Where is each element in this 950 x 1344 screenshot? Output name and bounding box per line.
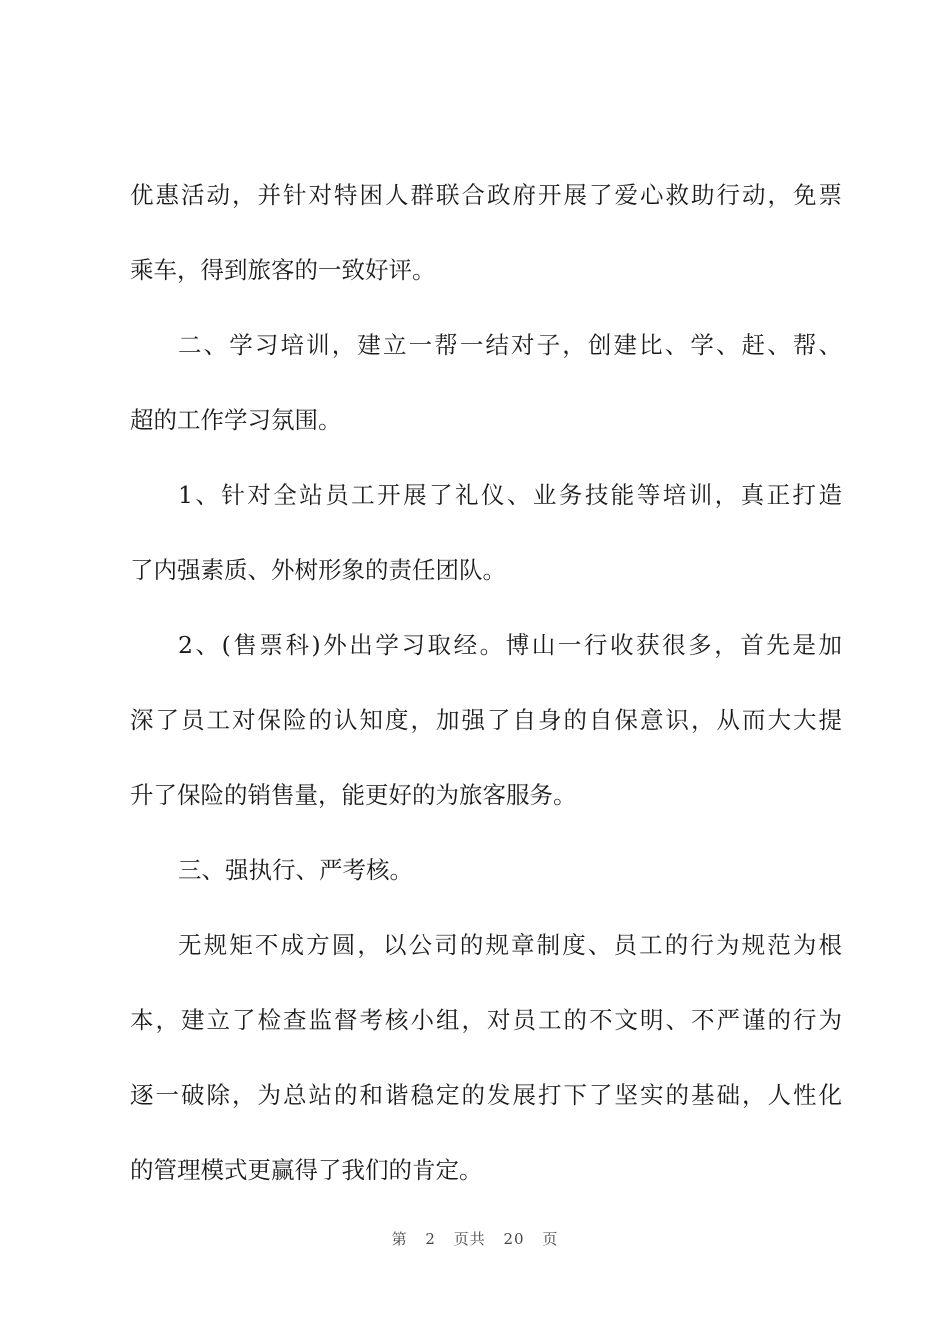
- paragraph-line: 的管理模式更赢得了我们的肯定。: [130, 1156, 483, 1184]
- paragraph-line: 深了员工对保险的认知度，加强了自身的自保意识，从而大大提: [130, 706, 842, 734]
- footer-middle: 页共: [453, 1230, 486, 1248]
- footer-total-pages: 20: [503, 1230, 525, 1248]
- paragraph-line: 2、(售票科)外出学习取经。博山一行收获很多，首先是加: [178, 631, 842, 659]
- footer-suffix: 页: [542, 1230, 559, 1248]
- paragraph-line: 本，建立了检查监督考核小组，对员工的不文明、不严谨的行为: [130, 1006, 842, 1034]
- paragraph-line: 无规矩不成方圆，以公司的规章制度、员工的行为规范为根: [178, 931, 842, 959]
- section-heading-line: 二、学习培训，建立一帮一结对子，创建比、学、赶、帮、: [178, 331, 842, 359]
- paragraph-line: 了内强素质、外树形象的责任团队。: [130, 556, 506, 584]
- paragraph-line: 逐一破除，为总站的和谐稳定的发展打下了坚实的基础，人性化: [130, 1081, 842, 1109]
- paragraph-line: 优惠活动，并针对特困人群联合政府开展了爱心救助行动，免票: [130, 181, 842, 209]
- footer-prefix: 第: [391, 1230, 408, 1248]
- paragraph-line: 乘车，得到旅客的一致好评。: [130, 256, 436, 284]
- section-heading-line: 超的工作学习氛围。: [130, 406, 342, 434]
- section-heading-line: 三、强执行、严考核。: [178, 856, 413, 884]
- footer-page-number: 2: [425, 1230, 436, 1248]
- paragraph-line: 升了保险的销售量，能更好的为旅客服务。: [130, 781, 577, 809]
- page-footer: [0, 1228, 950, 1249]
- paragraph-line: 1、针对全站员工开展了礼仪、业务技能等培训，真正打造: [178, 481, 842, 509]
